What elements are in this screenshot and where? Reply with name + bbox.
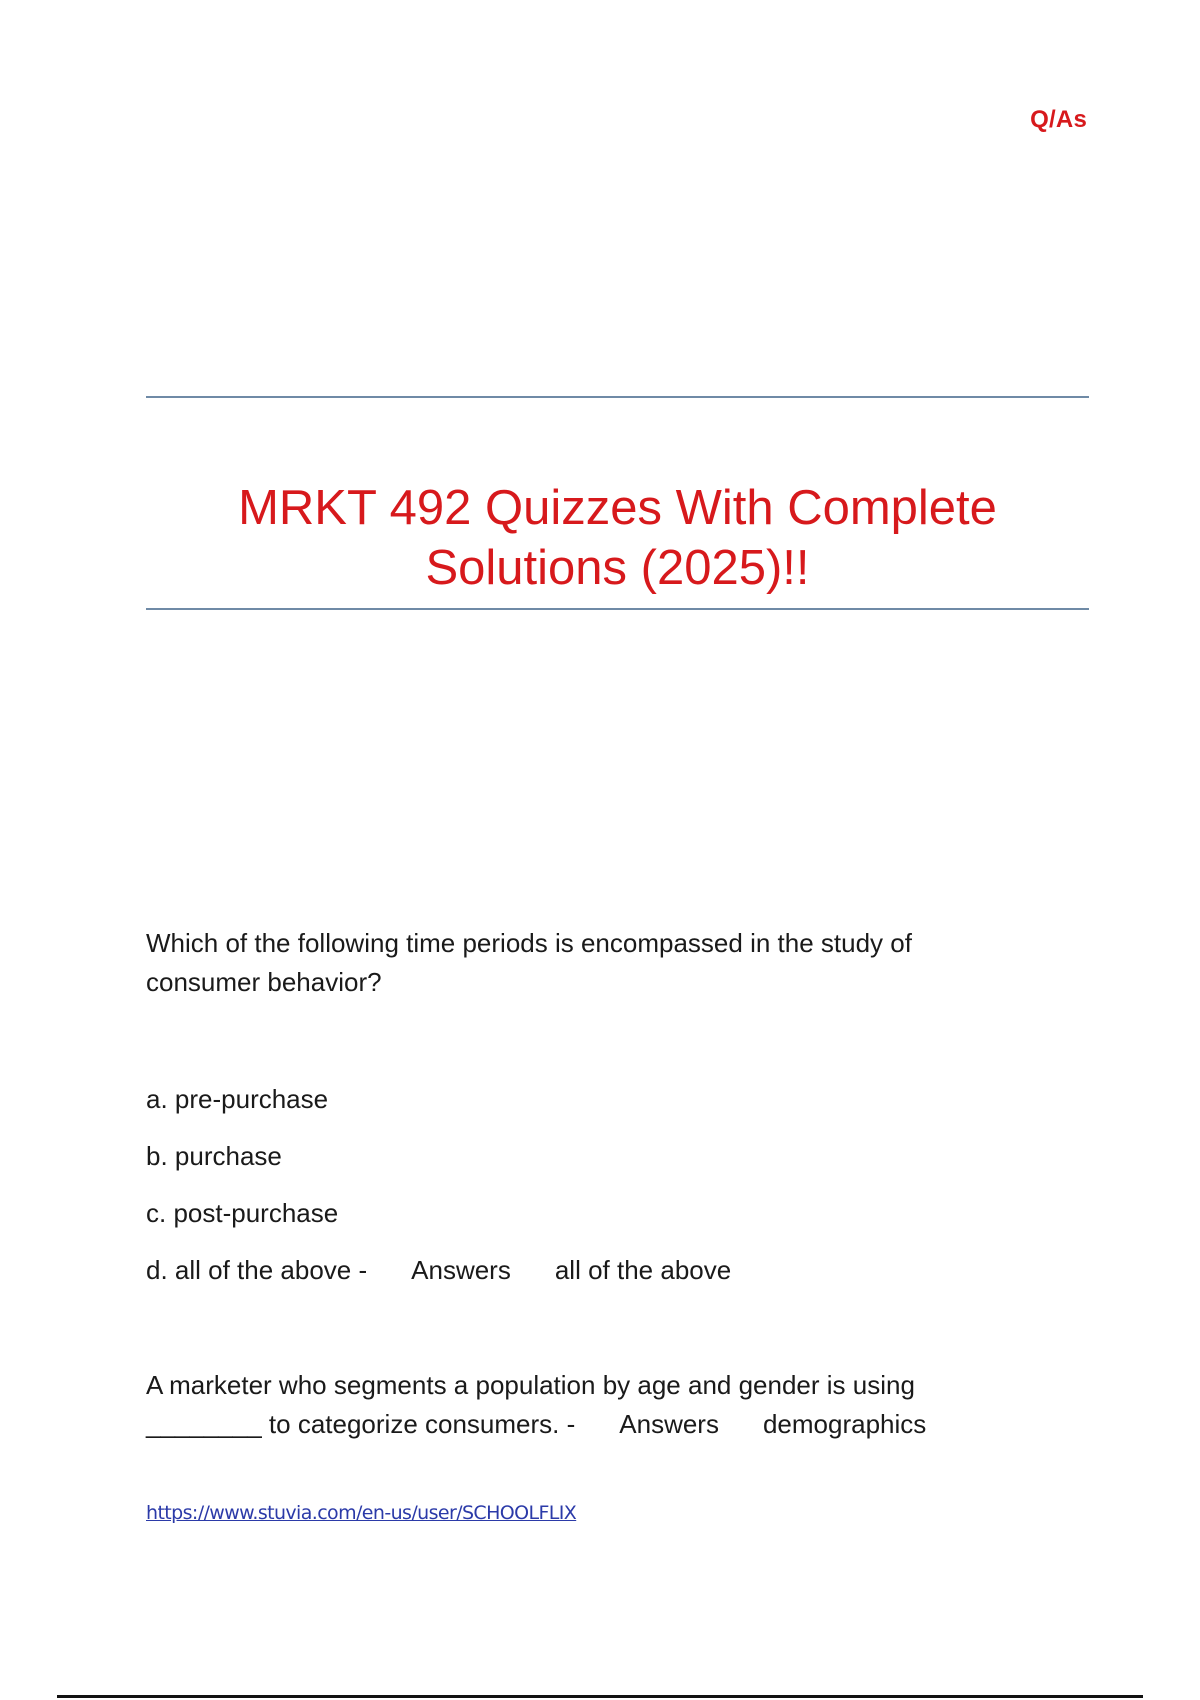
title-line-2: Solutions (2025)!! [425,541,810,595]
option-a: a. pre-purchase [146,1084,329,1114]
title-line-1: MRKT 492 Quizzes With Complete [238,481,997,535]
question-1-options [146,1079,731,1307]
question-1-text-line-2: consumer behavior? [146,967,382,997]
option-c: c. post-purchase [146,1198,339,1228]
question-2-continuation: to categorize consumers. - [261,1409,576,1439]
fill-in-blank: ________ [146,1409,262,1439]
question-2 [146,1366,1046,1444]
option-b: b. purchase [146,1141,282,1171]
page-footer-divider [57,1695,1143,1698]
option-d: d. all of the above - [146,1255,368,1285]
stuvia-profile-link[interactable]: https://www.stuvia.com/en-us/user/SCHOOLFLIX [146,1502,577,1524]
qas-label: Q/As [1030,106,1087,133]
question-2-text-line-1: A marketer who segments a population by age and gender is using [146,1370,915,1400]
answer-label: Answers [411,1255,511,1285]
answer-value: demographics [762,1409,927,1439]
title-bottom-divider [146,608,1089,610]
option-d-with-answer [146,1250,731,1307]
title-top-divider [146,396,1089,398]
question-1 [146,924,1046,1002]
document-title [146,478,1089,598]
answer-value: all of the above [554,1255,732,1285]
question-1-text-line-1: Which of the following time periods is encompassed in the study of [146,928,912,958]
question-2-text-line-2 [146,1405,1046,1444]
answer-label: Answers [619,1409,719,1439]
